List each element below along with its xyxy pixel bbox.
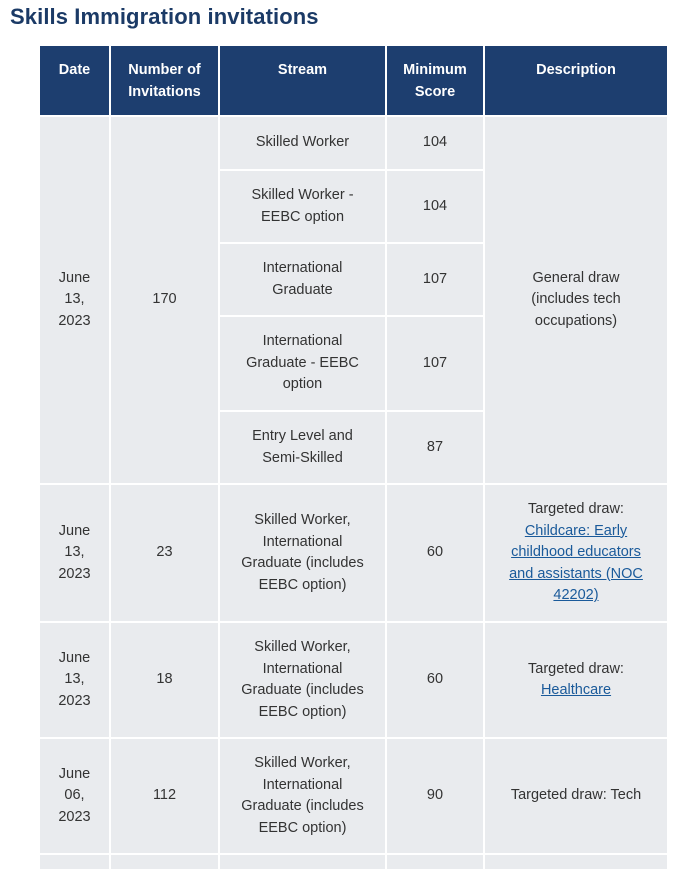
stream-cell: International Graduate bbox=[219, 243, 386, 316]
header-invitations: Number of Invitations bbox=[110, 45, 219, 116]
stream-cell: Skilled Worker, International Graduate (includes EEBC option) bbox=[219, 622, 386, 738]
stream-cell: Skilled Worker bbox=[219, 116, 386, 170]
date-cell: June 06, 2023 bbox=[39, 738, 110, 854]
empty-cell bbox=[386, 854, 484, 870]
min-score-cell: 60 bbox=[386, 484, 484, 622]
page-title: Skills Immigration invitations bbox=[10, 4, 319, 29]
table-row bbox=[39, 484, 668, 622]
description-prefix: Targeted draw: bbox=[528, 501, 624, 518]
description-cell bbox=[484, 622, 668, 738]
header-stream: Stream bbox=[219, 45, 386, 116]
min-score-cell: 104 bbox=[386, 170, 484, 243]
date-cell: June 13, 2023 bbox=[39, 484, 110, 622]
invitations-cell: 170 bbox=[110, 116, 219, 484]
description-cell bbox=[484, 484, 668, 622]
invitations-cell: 18 bbox=[110, 622, 219, 738]
table-row bbox=[39, 622, 668, 738]
stream-cell: Skilled Worker, International Graduate (includes EEBC option) bbox=[219, 738, 386, 854]
stream-cell: International Graduate - EEBC option bbox=[219, 316, 386, 411]
table-row bbox=[39, 854, 668, 870]
min-score-cell: 87 bbox=[386, 411, 484, 484]
table-row bbox=[39, 738, 668, 854]
header-date: Date bbox=[39, 45, 110, 116]
invitations-cell: 112 bbox=[110, 738, 219, 854]
empty-cell bbox=[39, 854, 110, 870]
childcare-link[interactable]: Childcare: Early childhood educators and assistants (NOC 42202) bbox=[509, 522, 643, 604]
min-score-cell: 107 bbox=[386, 243, 484, 316]
header-description: Description bbox=[484, 45, 668, 116]
stream-cell: Skilled Worker - EEBC option bbox=[219, 170, 386, 243]
min-score-cell: 90 bbox=[386, 738, 484, 854]
min-score-cell: 107 bbox=[386, 316, 484, 411]
description-prefix: Targeted draw: bbox=[528, 660, 624, 677]
date-cell: June 13, 2023 bbox=[39, 622, 110, 738]
description-cell: Targeted draw: Tech bbox=[484, 738, 668, 854]
table-row bbox=[39, 116, 668, 170]
stream-cell: Entry Level and Semi-Skilled bbox=[219, 411, 386, 484]
empty-cell bbox=[219, 854, 386, 870]
table-header-row bbox=[39, 45, 668, 116]
invitations-cell: 23 bbox=[110, 484, 219, 622]
invitations-table bbox=[38, 44, 669, 871]
min-score-cell: 60 bbox=[386, 622, 484, 738]
date-cell: June 13, 2023 bbox=[39, 116, 110, 484]
healthcare-link[interactable]: Healthcare bbox=[540, 682, 612, 698]
stream-cell: Skilled Worker, International Graduate (includes EEBC option) bbox=[219, 484, 386, 622]
empty-cell bbox=[484, 854, 668, 870]
empty-cell bbox=[110, 854, 219, 870]
min-score-cell: 104 bbox=[386, 116, 484, 170]
header-min-score: Minimum Score bbox=[386, 45, 484, 116]
description-cell: General draw (includes tech occupations) bbox=[484, 116, 668, 484]
